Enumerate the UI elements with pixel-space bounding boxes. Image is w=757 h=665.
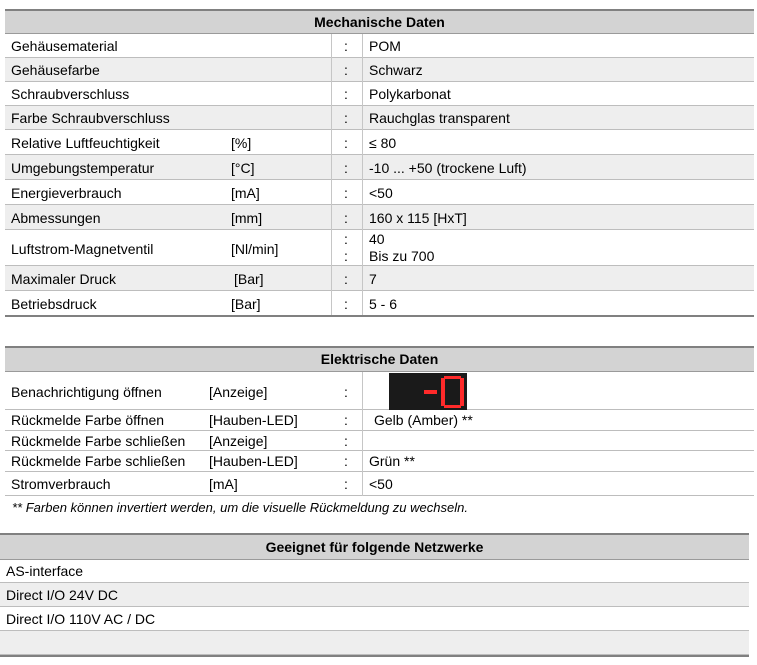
table-bottom-border (0, 655, 749, 657)
zero-top-segment (444, 376, 461, 379)
list-item (0, 631, 749, 655)
table-row (5, 155, 754, 180)
row-label: Stromverbrauch (11, 476, 111, 492)
row-separator: : (344, 271, 348, 287)
table-row (5, 410, 754, 431)
row-value: -10 ... +50 (trockene Luft) (369, 160, 527, 176)
row-label: Farbe Schraubverschluss (11, 110, 170, 126)
row-label: Luftstrom-Magnetventil (11, 241, 154, 257)
row-label: Schraubverschluss (11, 86, 130, 102)
table-row (5, 180, 754, 205)
table-row (5, 266, 754, 291)
row-unit: [%] (231, 135, 252, 151)
footnote: ** Farben können invertiert werden, um die visuelle Rückmeldung zu wechseln. (12, 500, 468, 515)
table-row (5, 451, 754, 472)
row-label: Betriebsdruck (11, 296, 97, 312)
row-label: Benachrichtigung öffnen (11, 384, 162, 400)
row-separator: : (344, 160, 348, 176)
row-separator: : (344, 296, 348, 312)
row-unit: [Hauben-LED] (209, 453, 298, 469)
row-separator: : (344, 248, 348, 264)
row-separator: : (344, 433, 348, 449)
table-row (5, 431, 754, 451)
row-value: ≤ 80 (369, 135, 397, 151)
row-unit: [Hauben-LED] (209, 412, 298, 428)
row-value: 40 (369, 231, 385, 247)
row-separator: : (344, 476, 348, 492)
row-value: <50 (369, 476, 393, 492)
row-label: Energieverbrauch (11, 185, 122, 201)
table-bottom-border (5, 315, 754, 317)
mechanical-title: Mechanische Daten (314, 14, 445, 30)
mechanical-header (5, 9, 754, 34)
row-separator: : (344, 110, 348, 126)
list-item (0, 583, 749, 607)
row-separator: : (344, 412, 348, 428)
row-value: 7 (369, 271, 377, 287)
table-row (5, 205, 754, 230)
row-separator: : (344, 384, 348, 400)
seven-segment-display-icon (389, 373, 467, 410)
row-separator: : (344, 185, 348, 201)
minus-segment (424, 390, 437, 394)
table-row (5, 106, 754, 130)
table-row (5, 372, 754, 410)
row-value: POM (369, 38, 401, 54)
row-separator: : (344, 62, 348, 78)
row-value: Grün ** (369, 453, 415, 469)
network-label: AS-interface (6, 563, 84, 579)
zero-bottom-segment (444, 405, 461, 408)
column-divider (331, 34, 332, 316)
row-label: Gehäusefarbe (11, 62, 100, 78)
row-value: Bis zu 700 (369, 248, 435, 264)
table-row (5, 472, 754, 496)
row-label: Rückmelde Farbe schließen (11, 433, 186, 449)
table-row (5, 291, 754, 316)
list-item (0, 607, 749, 631)
column-divider (362, 372, 363, 496)
row-value: Gelb (Amber) ** (374, 412, 473, 428)
row-separator: : (344, 135, 348, 151)
table-row (5, 58, 754, 82)
row-value: Schwarz (369, 62, 423, 78)
row-unit: [mm] (231, 210, 263, 226)
list-item (0, 560, 749, 583)
row-value: Rauchglas transparent (369, 110, 510, 126)
row-unit: [mA] (209, 476, 238, 492)
row-separator: : (344, 38, 348, 54)
row-unit: [Anzeige] (209, 384, 268, 400)
electrical-title: Elektrische Daten (320, 351, 439, 367)
networks-title: Geeignet für folgende Netzwerke (265, 539, 484, 555)
row-label: Gehäusematerial (11, 38, 118, 54)
row-label: Maximaler Druck (11, 271, 117, 287)
row-unit: [°C] (231, 160, 255, 176)
network-label: Direct I/O 110V AC / DC (6, 611, 156, 627)
network-label: Direct I/O 24V DC (6, 587, 119, 603)
row-unit: [Nl/min] (231, 241, 279, 257)
row-value: 160 x 115 [HxT] (369, 210, 467, 226)
row-label: Relative Luftfeuchtigkeit (11, 135, 160, 151)
row-unit: [Bar] (234, 271, 264, 287)
row-separator: : (344, 453, 348, 469)
table-row (5, 34, 754, 58)
electrical-header (5, 346, 754, 372)
row-separator: : (344, 210, 348, 226)
row-unit: [Bar] (231, 296, 261, 312)
zero-right-segment (460, 378, 464, 406)
row-separator: : (344, 86, 348, 102)
table-row (5, 82, 754, 106)
row-value: 5 - 6 (369, 296, 398, 312)
table-row (5, 130, 754, 155)
row-label: Rückmelde Farbe öffnen (11, 412, 165, 428)
column-divider (362, 34, 363, 316)
row-separator: : (344, 231, 348, 247)
row-label: Abmessungen (11, 210, 101, 226)
row-value: Polykarbonat (369, 86, 451, 102)
row-label: Rückmelde Farbe schließen (11, 453, 186, 469)
row-unit: [mA] (231, 185, 260, 201)
row-label: Umgebungstemperatur (11, 160, 155, 176)
row-unit: [Anzeige] (209, 433, 268, 449)
networks-header (0, 533, 749, 560)
row-value: <50 (369, 185, 393, 201)
zero-left-segment (441, 378, 445, 406)
table-row (5, 230, 754, 266)
